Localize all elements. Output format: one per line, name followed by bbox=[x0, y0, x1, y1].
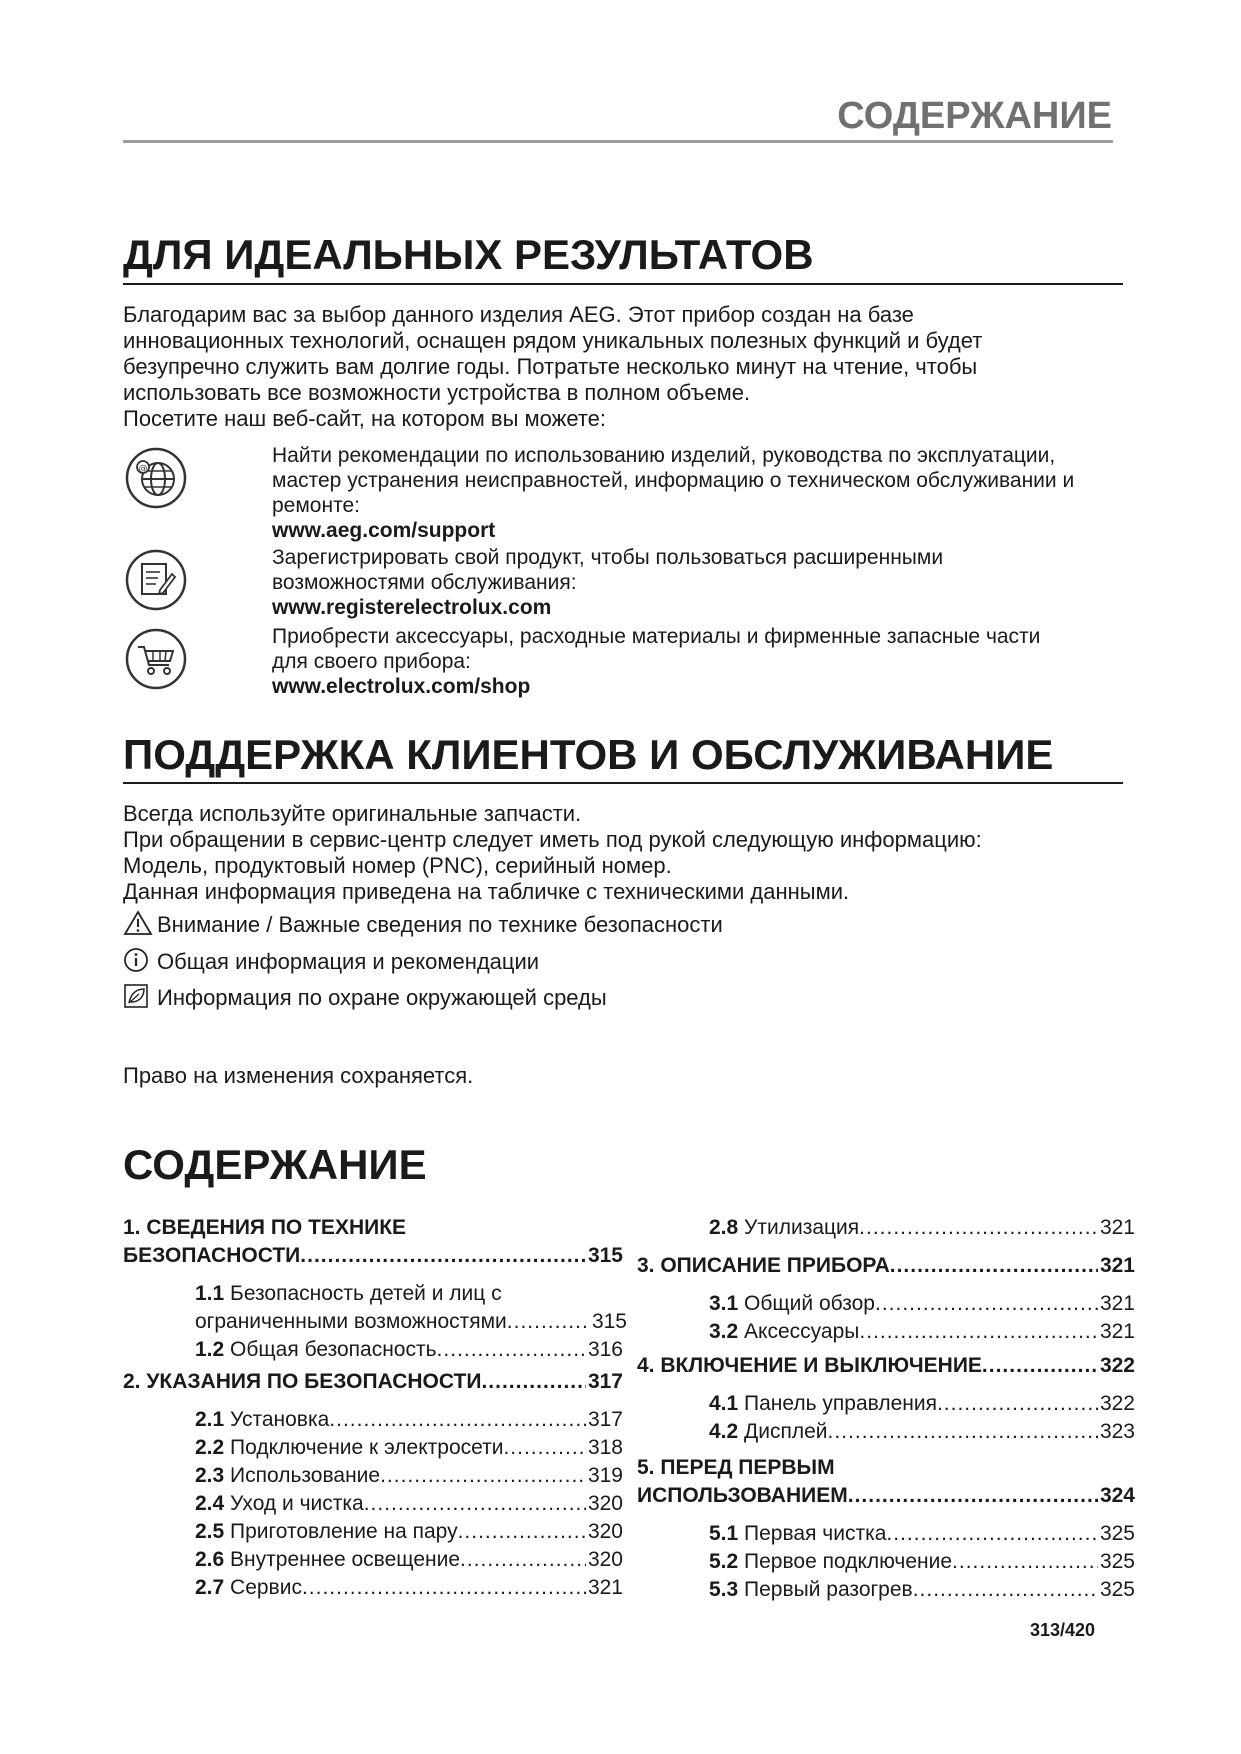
toc-entry-number: 2.5 bbox=[195, 1520, 225, 1543]
toc-leader bbox=[507, 1308, 590, 1336]
legend-text: Общая информация и рекомендации bbox=[157, 949, 540, 974]
register-icon bbox=[124, 548, 188, 612]
toc-entry-4[interactable] bbox=[637, 1352, 1135, 1380]
toc-page-number: 315 bbox=[591, 1310, 627, 1333]
toc-leader bbox=[913, 1576, 1098, 1604]
intro-line: Посетите наш веб-сайт, на котором вы можете: bbox=[123, 406, 607, 431]
intro-paragraph bbox=[123, 302, 1123, 432]
legend-info bbox=[123, 947, 539, 976]
toc-entry-title: 2. УКАЗАНИЯ ПО БЕЗОПАСНОСТИ bbox=[123, 1370, 482, 1393]
toc-entry-title: 5. ПЕРЕД ПЕРВЫМ bbox=[637, 1456, 835, 1479]
toc-page-number: 322 bbox=[1099, 1392, 1135, 1415]
toc-leader bbox=[952, 1548, 1098, 1576]
toc-entry-title: Внутреннее освещение bbox=[224, 1548, 461, 1571]
shopping-cart-icon bbox=[124, 627, 188, 691]
toc-entry-3-1[interactable] bbox=[709, 1290, 1135, 1318]
toc-page-number: 318 bbox=[587, 1436, 623, 1459]
toc-entry-4-2[interactable] bbox=[709, 1418, 1135, 1446]
toc-subentries-5 bbox=[709, 1520, 1135, 1604]
toc-page-number: 321 bbox=[1099, 1254, 1135, 1277]
toc-leader bbox=[329, 1406, 586, 1434]
toc-entry-number: 1.1 bbox=[195, 1282, 225, 1305]
toc-entry-number: 2.1 bbox=[195, 1408, 225, 1431]
toc-page-number: 317 bbox=[587, 1370, 623, 1393]
info-line: Найти рекомендации по использованию изделий, руководства по эксплуатации, bbox=[272, 444, 1056, 467]
toc-entry-title: Дисплей bbox=[738, 1420, 828, 1443]
toc-entry-2-2[interactable] bbox=[195, 1434, 623, 1462]
shop-link[interactable]: www.electrolux.com/shop bbox=[272, 675, 531, 698]
toc-leader bbox=[886, 1520, 1098, 1548]
legend-environment bbox=[123, 983, 607, 1012]
toc-entry-4-1[interactable] bbox=[709, 1390, 1135, 1418]
toc-entry-2-7[interactable] bbox=[195, 1574, 623, 1602]
notice-text: Право на изменения сохраняется. bbox=[123, 1063, 474, 1088]
toc-entry-title: Приготовление на пару bbox=[224, 1520, 458, 1543]
toc-entry-1-2[interactable] bbox=[195, 1336, 623, 1364]
toc-entry-number: 4.2 bbox=[709, 1420, 739, 1443]
toc-leader bbox=[364, 1490, 586, 1518]
toc-page-number: 315 bbox=[587, 1244, 623, 1267]
toc-entry-5-1[interactable] bbox=[709, 1520, 1135, 1548]
toc-leader bbox=[982, 1352, 1098, 1380]
toc-entry-title: Уход и чистка bbox=[224, 1492, 364, 1515]
page-header-title: СОДЕРЖАНИЕ bbox=[837, 95, 1112, 137]
info-line: для своего прибора: bbox=[272, 650, 471, 673]
toc-entry-2-3[interactable] bbox=[195, 1462, 623, 1490]
toc-entry-2-5[interactable] bbox=[195, 1518, 623, 1546]
info-item-support bbox=[272, 443, 1132, 543]
toc-entry-number: 3.1 bbox=[709, 1292, 739, 1315]
toc-leader bbox=[460, 1546, 586, 1574]
info-icon bbox=[123, 947, 153, 973]
info-line: ремонте: bbox=[272, 494, 360, 517]
toc-entry-5-2[interactable] bbox=[709, 1548, 1135, 1576]
toc-entry-3-2[interactable] bbox=[709, 1318, 1135, 1346]
toc-page-number: 321 bbox=[1099, 1292, 1135, 1315]
toc-page-number: 320 bbox=[587, 1520, 623, 1543]
toc-page-number: 320 bbox=[587, 1548, 623, 1571]
toc-entry-title: Панель управления bbox=[738, 1392, 937, 1415]
toc-left-column bbox=[123, 1214, 627, 1602]
toc-subentries-2 bbox=[195, 1406, 623, 1602]
toc-page-number: 320 bbox=[587, 1492, 623, 1515]
support-paragraph bbox=[123, 801, 1123, 905]
environment-icon bbox=[123, 983, 153, 1009]
toc-entry-5-3[interactable] bbox=[709, 1576, 1135, 1604]
toc-entry-5[interactable] bbox=[637, 1454, 1135, 1510]
toc-entry-number: 1.2 bbox=[195, 1338, 225, 1361]
toc-entry-title: Первая чистка bbox=[738, 1522, 887, 1545]
support-line: Модель, продуктовый номер (PNC), серийный номер. bbox=[123, 853, 672, 878]
toc-page-number: 317 bbox=[587, 1408, 623, 1431]
toc-right-column bbox=[637, 1214, 1135, 1604]
intro-line: безупречно служить вам долгие годы. Потратьте несколько минут на чтение, чтобы bbox=[123, 354, 978, 379]
toc-entry-number: 3.2 bbox=[709, 1320, 739, 1343]
section-heading-toc: СОДЕРЖАНИЕ bbox=[123, 1141, 427, 1188]
toc-entry-number: 2.3 bbox=[195, 1464, 225, 1487]
toc-leader bbox=[380, 1462, 586, 1490]
info-item-register bbox=[272, 545, 1132, 620]
toc-entry-number: 5.1 bbox=[709, 1522, 739, 1545]
toc-entry-number: 2.7 bbox=[195, 1576, 225, 1599]
register-link[interactable]: www.registerelectrolux.com bbox=[272, 596, 552, 619]
intro-line: инновационных технологий, оснащен рядом уникальных полезных функций и будет bbox=[123, 328, 983, 353]
toc-entry-2-4[interactable] bbox=[195, 1490, 623, 1518]
toc-entry-title: ИСПОЛЬЗОВАНИЕМ bbox=[637, 1484, 848, 1507]
intro-line: использовать все возможности устройства в полном объеме. bbox=[123, 380, 751, 405]
toc-entry-title: 3. ОПИСАНИЕ ПРИБОРА bbox=[637, 1254, 890, 1277]
toc-page-number: 319 bbox=[587, 1464, 623, 1487]
toc-leader bbox=[481, 1368, 586, 1396]
toc-entry-title: Общий обзор bbox=[738, 1292, 875, 1315]
toc-entry-title: 1. СВЕДЕНИЯ ПО ТЕХНИКЕ bbox=[123, 1216, 407, 1239]
toc-page-number: 325 bbox=[1099, 1578, 1135, 1601]
warning-icon bbox=[123, 910, 153, 936]
toc-entry-1-1[interactable] bbox=[195, 1280, 627, 1336]
toc-leader bbox=[875, 1290, 1098, 1318]
toc-subentries-4 bbox=[709, 1390, 1135, 1446]
page-number: 313/420 bbox=[1030, 1620, 1096, 1640]
toc-leader bbox=[503, 1434, 585, 1462]
toc-entry-title: Общая безопасность bbox=[224, 1338, 437, 1361]
intro-line: Благодарим вас за выбор данного изделия AEG. Этот прибор создан на базе bbox=[123, 302, 914, 327]
toc-leader bbox=[890, 1252, 1098, 1280]
toc-entry-number: 2.4 bbox=[195, 1492, 225, 1515]
toc-entry-number: 4.1 bbox=[709, 1392, 739, 1415]
toc-leader bbox=[859, 1318, 1098, 1346]
toc-entry-title: 4. ВКЛЮЧЕНИЕ И ВЫКЛЮЧЕНИЕ bbox=[637, 1354, 982, 1377]
section-divider bbox=[123, 782, 1123, 784]
toc-page-number: 325 bbox=[1099, 1550, 1135, 1573]
toc-entry-number: 5.2 bbox=[709, 1550, 739, 1573]
toc-entry-title: Первый разогрев bbox=[738, 1578, 913, 1601]
toc-page-number: 325 bbox=[1099, 1522, 1135, 1545]
support-line: При обращении в сервис-центр следует иметь под рукой следующую информацию: bbox=[123, 827, 982, 852]
toc-entry-title: Использование bbox=[224, 1464, 381, 1487]
header-divider bbox=[123, 140, 1113, 143]
info-line: Приобрести аксессуары, расходные материалы и фирменные запасные части bbox=[272, 625, 1041, 648]
toc-page-number: 324 bbox=[1099, 1484, 1135, 1507]
support-link[interactable]: www.aeg.com/support bbox=[272, 519, 496, 542]
toc-entry-2[interactable] bbox=[123, 1368, 623, 1396]
toc-entry-2-6[interactable] bbox=[195, 1546, 623, 1574]
toc-leader bbox=[302, 1574, 586, 1602]
toc-entry-title: ограниченными возможностями bbox=[195, 1310, 507, 1333]
toc-leader bbox=[937, 1390, 1098, 1418]
toc-entry-2-8[interactable] bbox=[709, 1214, 1135, 1242]
toc-entry-2-1[interactable] bbox=[195, 1406, 623, 1434]
globe-icon bbox=[124, 446, 188, 510]
toc-page-number: 321 bbox=[1099, 1320, 1135, 1343]
toc-leader bbox=[859, 1214, 1098, 1242]
toc-entry-title: БЕЗОПАСНОСТИ bbox=[123, 1244, 301, 1267]
toc-entry-3[interactable] bbox=[637, 1252, 1135, 1280]
toc-entry-title: Утилизация bbox=[738, 1216, 860, 1239]
toc-subentries-3 bbox=[709, 1290, 1135, 1346]
svg-text:@: @ bbox=[138, 464, 148, 474]
support-line: Данная информация приведена на табличке с техническими данными. bbox=[123, 879, 850, 904]
info-line: мастер устранения неисправностей, информацию о техническом обслуживании и bbox=[272, 469, 1075, 492]
toc-entry-title: Безопасность детей и лиц с bbox=[224, 1282, 502, 1305]
toc-leader bbox=[458, 1518, 586, 1546]
toc-entry-number: 5.3 bbox=[709, 1578, 739, 1601]
toc-entry-1[interactable] bbox=[123, 1214, 623, 1270]
section-heading-ideal-results: ДЛЯ ИДЕАЛЬНЫХ РЕЗУЛЬТАТОВ bbox=[123, 231, 814, 278]
legend-warning bbox=[123, 910, 723, 939]
toc-entry-title: Сервис bbox=[224, 1576, 302, 1599]
legend-text: Информация по охране окружающей среды bbox=[157, 985, 607, 1010]
toc-entry-number: 2.8 bbox=[709, 1216, 739, 1239]
toc-entry-title: Установка bbox=[224, 1408, 330, 1431]
toc-leader bbox=[437, 1336, 586, 1364]
toc-entry-title: Аксессуары bbox=[738, 1320, 860, 1343]
section-divider bbox=[123, 283, 1123, 285]
info-line: возможностями обслуживания: bbox=[272, 571, 577, 594]
toc-leader bbox=[848, 1482, 1098, 1510]
toc-page-number: 316 bbox=[587, 1338, 623, 1361]
support-line: Всегда используйте оригинальные запчасти. bbox=[123, 801, 582, 826]
toc-page-number: 321 bbox=[587, 1576, 623, 1599]
toc-leader bbox=[300, 1242, 586, 1270]
toc-page-number: 321 bbox=[1099, 1216, 1135, 1239]
toc-page-number: 323 bbox=[1099, 1420, 1135, 1443]
toc-page-number: 322 bbox=[1099, 1354, 1135, 1377]
section-heading-support: ПОДДЕРЖКА КЛИЕНТОВ И ОБСЛУЖИВАНИЕ bbox=[123, 731, 1054, 778]
toc-entry-number: 2.2 bbox=[195, 1436, 225, 1459]
info-line: Зарегистрировать свой продукт, чтобы пользоваться расширенными bbox=[272, 546, 944, 569]
info-item-shop bbox=[272, 624, 1132, 699]
legend-text: Внимание / Важные сведения по технике безопасности bbox=[157, 912, 723, 937]
toc-entry-title: Первое подключение bbox=[738, 1550, 953, 1573]
change-notice bbox=[123, 1063, 1123, 1089]
toc-entry-title: Подключение к электросети bbox=[224, 1436, 504, 1459]
toc-leader bbox=[828, 1418, 1098, 1446]
toc-entry-number: 2.6 bbox=[195, 1548, 225, 1571]
